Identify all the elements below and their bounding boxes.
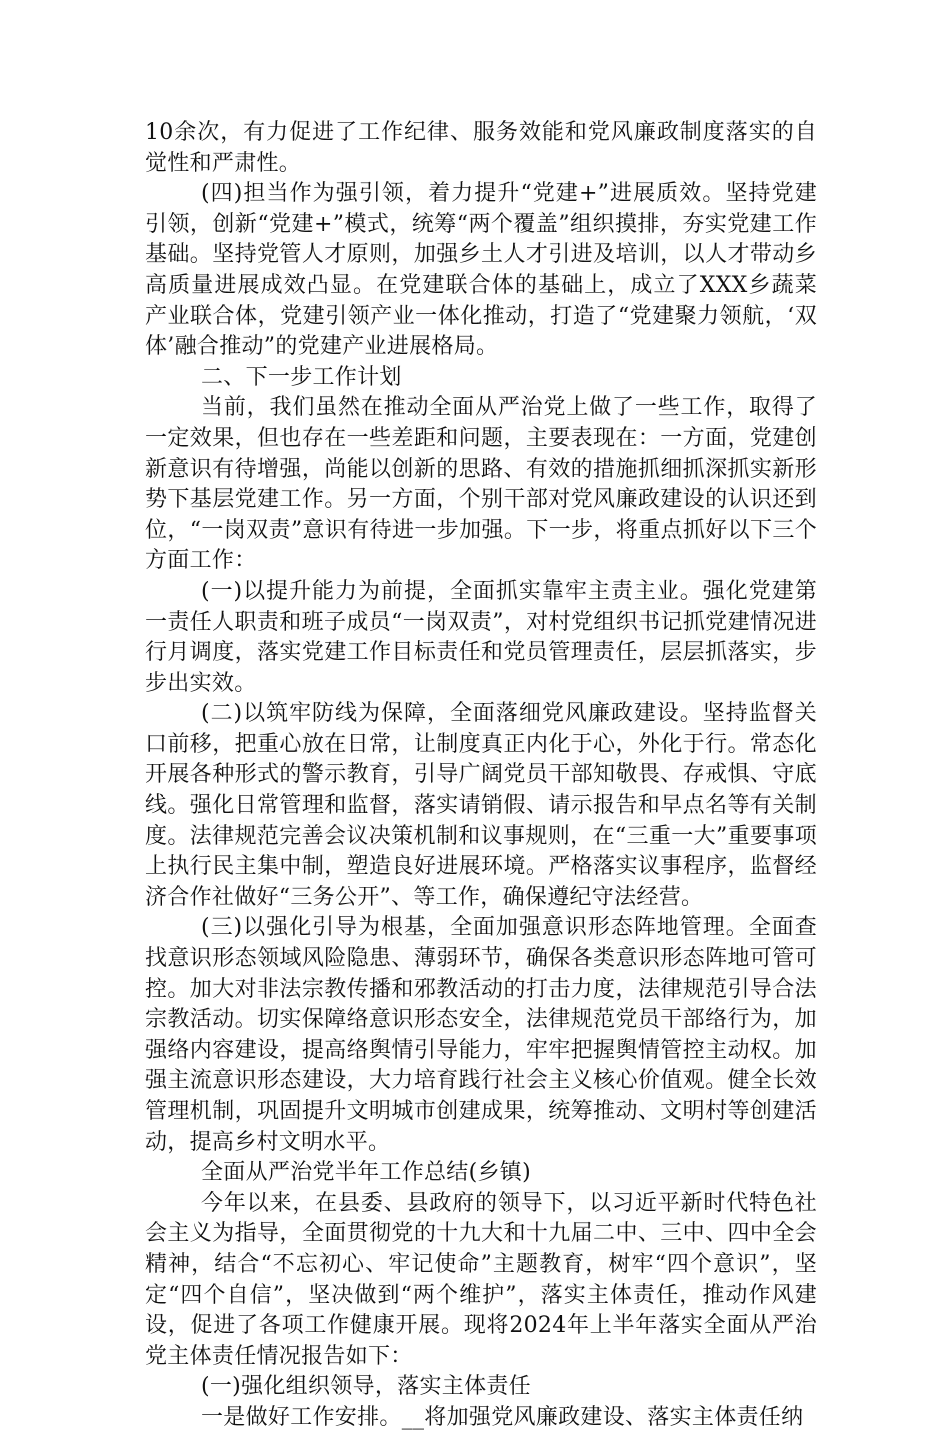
subheading-organization-leadership: (一)强化组织领导，落实主体责任 [201, 1374, 531, 1400]
paragraph-intro: 今年以来，在县委、县政府的领导下，以习近平新时代特色社会主义为指导，全面贯彻党的十九大和十九届二中、三中、四中全会精神，结合“不忘初心、牢记使命”主题教育，树牢“四个意识”，坚定“四个自信”，坚决做到“两个维护”，落实主体责任，推动作风建设，促进了各项工作健康开展。现将2024年上半年落实全面从严治党主体责任情况报告如下： [145, 1190, 817, 1369]
paragraph-current-issues: 当前，我们虽然在推动全面从严治党上做了一些工作，取得了一定效果，但也存在一些差距和问题，主要表现在：一方面，党建创新意识有待增强，尚能以创新的思路、有效的措施抓细抓深抓实新形势下基层党建工作。另一方面，个别干部对党风廉政建设的认识还到位，“一岗双责”意识有待进一步加强。下一步，将重点抓好以下三个方面工作： [145, 395, 817, 574]
paragraph-party-building-plus: (四)担当作为强引领，着力提升“党建+”进展质效。坚持党建引领，创新“党建+”模式，统筹“两个覆盖”组织摸排，夯实党建工作基础。坚持党管人才原则，加强乡土人才引进及培训，以人才带动乡高质量进展成效凸显。在党建联合体的基础上，成立了XXX乡蔬菜产业联合体，党建引领产业一体化推动，打造了“党建聚力领航，‘双体’融合推动”的党建产业进展格局。 [145, 181, 817, 360]
document-page [145, 118, 817, 1434]
paragraph-work-arrangement: 一是做好工作安排。__将加强党风廉政建设、落实主体责任纳 [201, 1404, 804, 1430]
paragraph-continuation: 10余次，有力促进了工作纪律、服务效能和党风廉政制度落实的自觉性和严肃性。 [145, 120, 817, 176]
paragraph-plan-item-1: (一)以提升能力为前提，全面抓实靠牢主责主业。强化党建第一责任人职责和班子成员“一岗双责”，对村党组织书记抓党建情况进行月调度，落实党建工作目标责任和党员管理责任，层层抓落实，步步出实效。 [145, 578, 817, 696]
paragraph-plan-item-2: (二)以筑牢防线为保障，全面落细党风廉政建设。坚持监督关口前移，把重心放在日常，让制度真正内化于心，外化于行。常态化开展各种形式的警示教育，引导广阔党员干部知敬畏、存戒惧、守底线。强化日常管理和监督，落实请销假、请示报告和早点名等有关制度。法律规范完善会议决策机制和议事规则，在“三重一大”重要事项上执行民主集中制，塑造良好进展环境。严格落实议事程序，监督经济合作社做好“三务公开”、等工作，确保遵纪守法经营。 [145, 701, 817, 910]
paragraph-plan-item-3: (三)以强化引导为根基，全面加强意识形态阵地管理。全面查找意识形态领域风险隐患、薄弱环节，确保各类意识形态阵地可管可控。加大对非法宗教传播和邪教活动的打击力度，法律规范引导合法宗教活动。切实保障络意识形态安全，法律规范党员干部络行为，加强络内容建设，提高络舆情引导能力，牢牢把握舆情管控主动权。加强主流意识形态建设，大力培育践行社会主义核心价值观。健全长效管理机制，巩固提升文明城市创建成果，统筹推动、文明村等创建活动，提高乡村文明水平。 [145, 915, 817, 1155]
document-title-half-year-summary: 全面从严治党半年工作总结(乡镇) [201, 1160, 531, 1186]
section-heading-next-plan: 二、下一步工作计划 [201, 364, 402, 390]
